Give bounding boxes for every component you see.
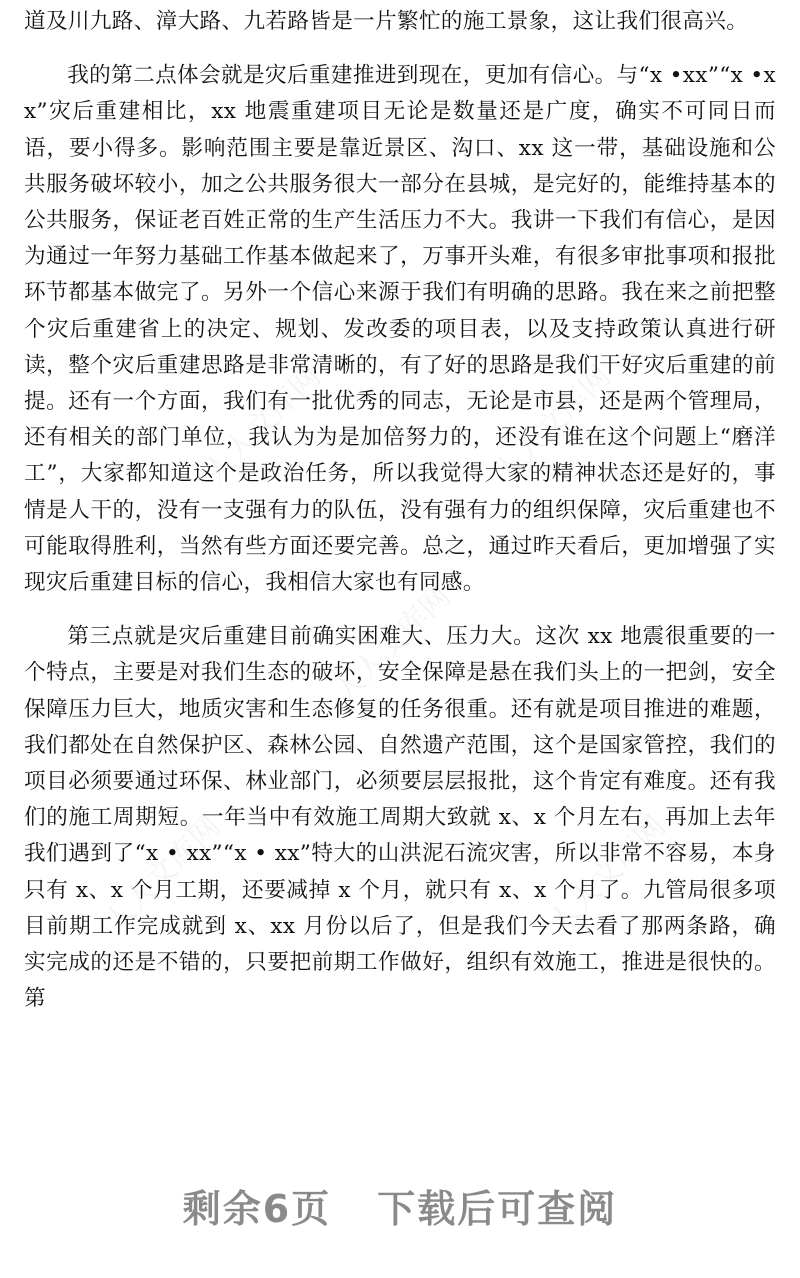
remaining-pages-text: 剩余6页: [182, 1187, 332, 1231]
paragraph-2: 我的第二点体会就是灾后重建推进到现在，更加有信心。与“x •xx”“x •xx”灾后重建相比，xx 地震重建项目无论是数量还是广度，确实不可同日而语，要小得多。影响范围主要是靠近景区、沟口、xx 这一带，基础设施和公共服务破坏较小，加之公共服务很大一部分在县城，是完好的，能维持基本的公共服务，保证老百姓正常的生产生活压力不大。我讲一下我们有信心，是因为通过一年努力基础工作基本做起来了，万事开头难，有很多审批事项和报批环节都基本做完了。另外一个信心来源于我们有明确的思路。我在来之前把整个灾后重建省上的决定、规划、发改委的项目表，以及支持政策认真进行研读，整个灾后重建思路是非常清晰的，有了好的思路是我们干好灾后重建的前提。还有一个方面，我们有一批优秀的同志，无论是市县，还是两个管理局，还有相关的部门单位，我认为为是加倍努力的，还没有谁在这个问题上“磨洋工”，大家都知道这个是政治任务，所以我觉得大家的精神状态还是好的，事情是人干的，没有一支强有力的队伍，没有强有力的组织保障，灾后重建也不可能取得胜利，当然有些方面还要完善。总之，通过昨天看后，更加增强了实现灾后重建目标的信心，我相信大家也有同感。: [24, 63, 776, 596]
paragraph-3: 第三点就是灾后重建目前确实困难大、压力大。这次 xx 地震很重要的一个特点，主要是对我们生态的破坏，安全保障是悬在我们头上的一把剑，安全保障压力巨大，地质灾害和生态修复的任务很重。还有就是项目推进的难题，我们都处在自然保护区、森林公园、自然遗产范围，这个是国家管控，我们的项目必须要通过环保、林业部门，必须要层层报批，这个肯定有难度。还有我们的施工周期短。一年当中有效施工周期大致就 x、x 个月左右，再加上去年我们遇到了“x • xx”“x • xx”特大的山洪泥石流灾害，所以非常不容易，本身只有 x、x 个月工期，还要减掉 x 个月，就只有 x、x 个月了。九管局很多项目前期工作完成就到 x、xx 月份以后了，但是我们今天去看了那两条路，确实完成的还是不错的，只要把前期工作做好，组织有效施工，推进是很快的。第: [24, 624, 776, 1012]
paragraph-gap: [24, 40, 776, 58]
download-prompt-text[interactable]: 下载后可查阅: [377, 1187, 618, 1231]
paragraph-1: 道及川九路、漳大路、九若路皆是一片繁忙的施工景象，这让我们很高兴。: [24, 9, 749, 34]
document-page: [24, 4, 776, 1017]
download-to-view-banner[interactable]: [0, 1178, 800, 1233]
paragraph-gap: [24, 601, 776, 619]
